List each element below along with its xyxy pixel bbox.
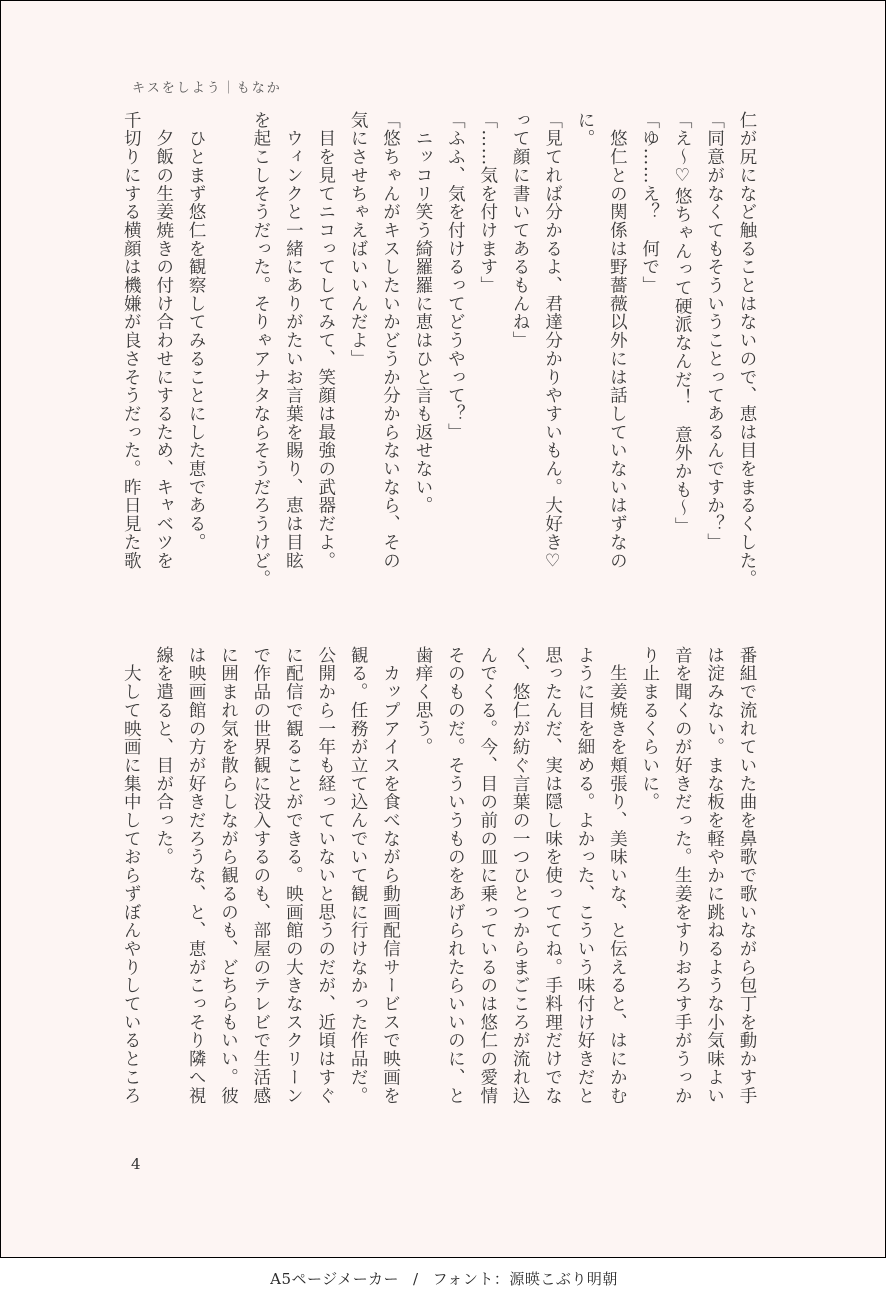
text-column: 生姜焼きを頬張り、美味いな、と伝えると、はにかむ: [607, 646, 628, 1105]
text-column: 「見てれば分かるよ、君達分かりやすいもん。大好き♡: [542, 111, 563, 573]
footer-credit: [0, 1268, 888, 1289]
text-column: 大して映画に集中しておらずぼんやりしているところ: [121, 646, 142, 1105]
text-column: カップアイスを食べながら動画配信サービスで映画を: [380, 646, 401, 1105]
text-column: 「え～♡悠ちゃんって硬派なんだ！ 意外かも～」: [672, 111, 693, 536]
text-column: は淀みない。まな板を軽やかに跳ねるような小気味よい: [704, 646, 725, 1105]
blank-column: [212, 111, 244, 601]
page-number: 4: [131, 1155, 141, 1173]
text-column: 歯痒く思う。: [412, 646, 433, 757]
text-column: 番組で流れていた曲を鼻歌で歌いながら包丁を動かす手: [737, 646, 757, 1105]
text-column: で作品の世界観に没入するのも、部屋のテレビで生活感: [250, 646, 271, 1105]
text-column: ニッコリ笑う綺羅羅に恵はひと言も返せない。: [412, 111, 433, 515]
text-column: に。: [574, 111, 595, 148]
text-column: は映画館の方が好きだろうな、と、恵がこっそり隣へ視: [186, 646, 207, 1105]
text-column: 夕飯の生姜焼きの付け合わせにするため、キャベツを: [153, 111, 174, 570]
footer-separator: /: [413, 1270, 419, 1288]
text-column: 「ふふ、気を付けるってどうやって？」: [445, 111, 466, 442]
text-column: 「ゆ……え？ 何で」: [639, 111, 660, 295]
text-block-bottom: [123, 646, 763, 1136]
text-column: 公開から一年も経っていないと思うのだが、近頃はすぐ: [315, 646, 336, 1105]
text-column: 思ったんだ、実は隠し味を使っててね。手料理だけでな: [542, 646, 563, 1105]
text-column: 目を見てニコってしてみて、笑顔は最強の武器だよ。: [315, 111, 336, 570]
text-column: り止まるくらいに。: [639, 646, 660, 812]
text-column: に囲まれ気を散らしながら観るのも、どちらもいい。彼: [218, 646, 239, 1105]
text-column: 線を遣ると、目が合った。: [153, 646, 174, 867]
text-column: 千切りにする横顔は機嫌が良さそうだった。昨日見た歌: [121, 111, 142, 570]
text-column: ウィンクと一緒にありがたいお言葉を賜り、恵は目眩: [283, 111, 304, 570]
font-credit-label: フォント：源暎こぶり明朝: [432, 1270, 618, 1288]
text-column: 「悠ちゃんがキスしたいかどうか分からないなら、その: [380, 111, 401, 570]
text-column: に配信で観ることができる。映画館の大きなスクリーン: [283, 646, 304, 1105]
text-column: ひとまず悠仁を観察してみることにした恵である。: [186, 111, 207, 552]
text-column: 「同意がなくてもそういうことってあるんですか？」: [704, 111, 725, 552]
text-column: 悠仁との関係は野薔薇以外には話していないはずなの: [607, 111, 628, 570]
text-column: って顔に書いてあるもんね」: [510, 111, 531, 350]
text-column: んでくる。今、目の前の皿に乗っているのは悠仁の愛情: [477, 646, 498, 1105]
text-column: ように目を細める。よかった、こういう味付け好きだと: [574, 646, 595, 1105]
text-column: そのものだ。そういうものをあげられたらいいのに、と: [445, 646, 466, 1105]
text-column: 観る。任務が立て込んでいて観に行けなかった作品だ。: [348, 646, 369, 1105]
text-column: く、悠仁が紡ぐ言葉の一つひとつからまごころが流れ込: [510, 646, 531, 1105]
page-maker-label: A5ページメーカー: [270, 1270, 399, 1288]
text-block-top: [123, 111, 763, 601]
text-column: 「……気を付けます」: [477, 111, 498, 295]
text-column: 音を聞くのが好きだった。生姜をすりおろす手がうっか: [672, 646, 693, 1105]
text-column: 気にさせちゃえばいいんだよ」: [348, 111, 369, 368]
text-column: 仁が尻になど触ることはないので、恵は目をまるくした。: [737, 111, 757, 589]
running-header: キスをしよう｜もなか: [132, 81, 282, 96]
text-column: を起こしそうだった。そりゃアナタならそうだろうけど。: [250, 111, 271, 589]
